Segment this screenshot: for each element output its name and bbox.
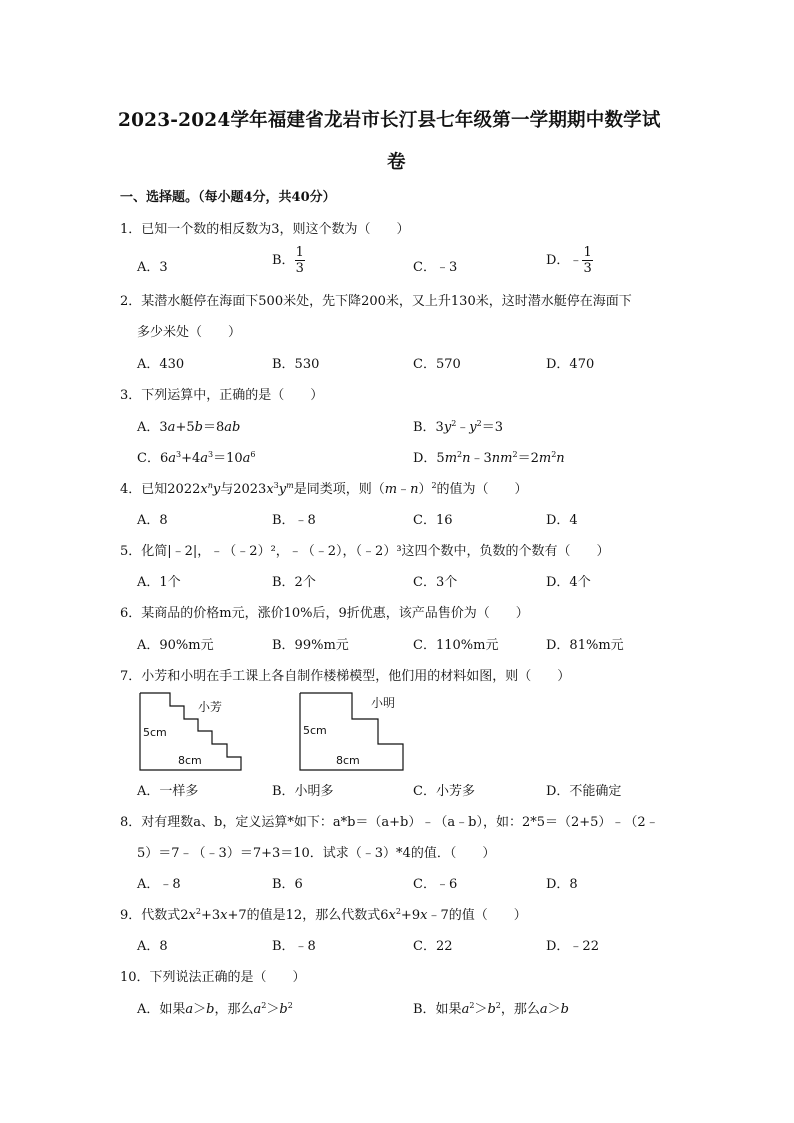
figure-label-xiaoming: 小明 — [371, 696, 396, 710]
figure-width-label: 8cm — [336, 754, 360, 767]
q3-option-d: D．$5m^2n﹣3nm^2=2m^2n$ — [413, 450, 565, 466]
figure-height-label: 5cm — [303, 724, 327, 737]
question-4-stem: 4．已知$2022x^ny$与$2023x^3y^m$是同类项，则（m﹣n）$^2$的值为（ ） — [120, 481, 528, 497]
q8-option-c: C．﹣6 — [413, 877, 458, 892]
q4-option-b: B．﹣8 — [272, 513, 316, 528]
q4-option-c: C．16 — [413, 513, 453, 528]
question-8-stem-line1: 8．对有理数a、b，定义运算*如下：a*b＝（a+b）﹣（a﹣b），如：2*5＝（2+5）﹣（2﹣ — [120, 815, 659, 830]
q8-option-d: D．8 — [546, 877, 578, 892]
question-6-stem: 6．某商品的价格m元，涨价10%后，9折优惠，该产品售价为（ ） — [120, 606, 529, 621]
q7-option-b: B．小明多 — [272, 784, 334, 799]
q1-option-b — [272, 245, 305, 276]
q9-option-c: C．22 — [413, 939, 453, 954]
figure-width-label: 8cm — [178, 754, 202, 767]
q2-option-a: A．430 — [137, 357, 185, 372]
question-7-stem: 7．小芳和小明在手工课上各自制作楼梯模型，他们用的材料如图，则（ ） — [120, 669, 571, 684]
q1-option-d — [546, 245, 593, 276]
page-title-line1: 2023-2024学年福建省龙岩市长汀县七年级第一学期期中数学试 — [118, 110, 661, 131]
q6-option-a: A．90%m元 — [137, 638, 214, 653]
q1-option-c: C．﹣3 — [413, 260, 458, 275]
q1-option-d-label: D．﹣ — [546, 253, 583, 268]
q10-option-a: A．如果a＞b，那么$a^2>b^2$ — [137, 1001, 293, 1017]
staircase-figure-xiaoming — [300, 693, 404, 771]
question-5-stem: 5．化简|﹣2|，﹣（﹣2）²，﹣（﹣2），（﹣2）³这四个数中，负数的个数有（ ） — [120, 544, 610, 559]
q10-option-b: B．如果$a^2>b^2$，那么a＞b — [413, 1001, 569, 1017]
question-2-stem-line2: 多少米处（ ） — [137, 325, 242, 340]
q2-option-c: C．570 — [413, 357, 461, 372]
q5-option-d: D．4个 — [546, 575, 591, 590]
q1-option-b-label: B． — [272, 253, 295, 268]
q4-option-d: D．4 — [546, 513, 578, 528]
q1-option-d-fraction — [582, 245, 592, 276]
section-heading: 一、选择题。（每小题4分，共40分） — [120, 190, 336, 205]
q9-option-d: D．﹣22 — [546, 939, 599, 954]
fraction-denominator: 3 — [583, 261, 592, 276]
question-1-stem: 1．已知一个数的相反数为3，则这个数为（ ） — [120, 222, 410, 237]
q6-option-b: B．99%m元 — [272, 638, 349, 653]
q5-option-c: C．3个 — [413, 575, 458, 590]
question-2-stem-line1: 2．某潜水艇停在海面下500米处，先下降200米，又上升130米，这时潜水艇停在海面下 — [120, 294, 632, 309]
q3-option-a: A．3a+5b＝8ab — [137, 420, 241, 435]
q9-option-b: B．﹣8 — [272, 939, 316, 954]
q5-option-a: A．1个 — [137, 575, 181, 590]
q1-option-a: A．3 — [137, 260, 168, 275]
q6-option-c: C．110%m元 — [413, 638, 499, 653]
fraction-numerator: 1 — [295, 245, 304, 260]
q3-option-b: B．$3y^2﹣y^2=3$ — [413, 419, 504, 435]
q1-option-b-fraction — [295, 245, 305, 276]
q5-option-b: B．2个 — [272, 575, 316, 590]
q4-option-a: A．8 — [137, 513, 168, 528]
q2-option-b: B．530 — [272, 357, 320, 372]
q8-option-a: A．﹣8 — [137, 877, 181, 892]
q7-option-c: C．小芳多 — [413, 784, 475, 799]
q9-option-a: A．8 — [137, 939, 168, 954]
page-title-line2: 卷 — [387, 152, 406, 173]
question-10-stem: 10．下列说法正确的是（ ） — [120, 970, 306, 985]
q6-option-d: D．81%m元 — [546, 638, 624, 653]
question-8-stem-line2: 5）＝7﹣（﹣3）＝7+3＝10．试求（﹣3）*4的值．（ ） — [137, 846, 496, 861]
fraction-numerator: 1 — [583, 245, 592, 260]
figure-height-label: 5cm — [143, 726, 167, 739]
figure-label-xiaofang: 小芳 — [198, 700, 223, 714]
q4-stem-tail: 的值为（ ） — [436, 482, 528, 497]
q3-option-c: C．$6a^3+4a^3=10a^6$ — [137, 450, 256, 466]
question-3-stem: 3．下列运算中，正确的是（ ） — [120, 388, 324, 403]
question-9-stem: 9．代数式$2x^2+3x+7$的值是12，那么代数式$6x^2+9x﹣7$的值（ ） — [120, 907, 527, 923]
staircase-figure-xiaofang — [140, 693, 242, 771]
q7-option-d: D．不能确定 — [546, 784, 622, 799]
q2-option-d: D．470 — [546, 357, 595, 372]
q7-option-a: A．一样多 — [137, 784, 199, 799]
q8-option-b: B．6 — [272, 877, 303, 892]
fraction-denominator: 3 — [295, 261, 304, 276]
